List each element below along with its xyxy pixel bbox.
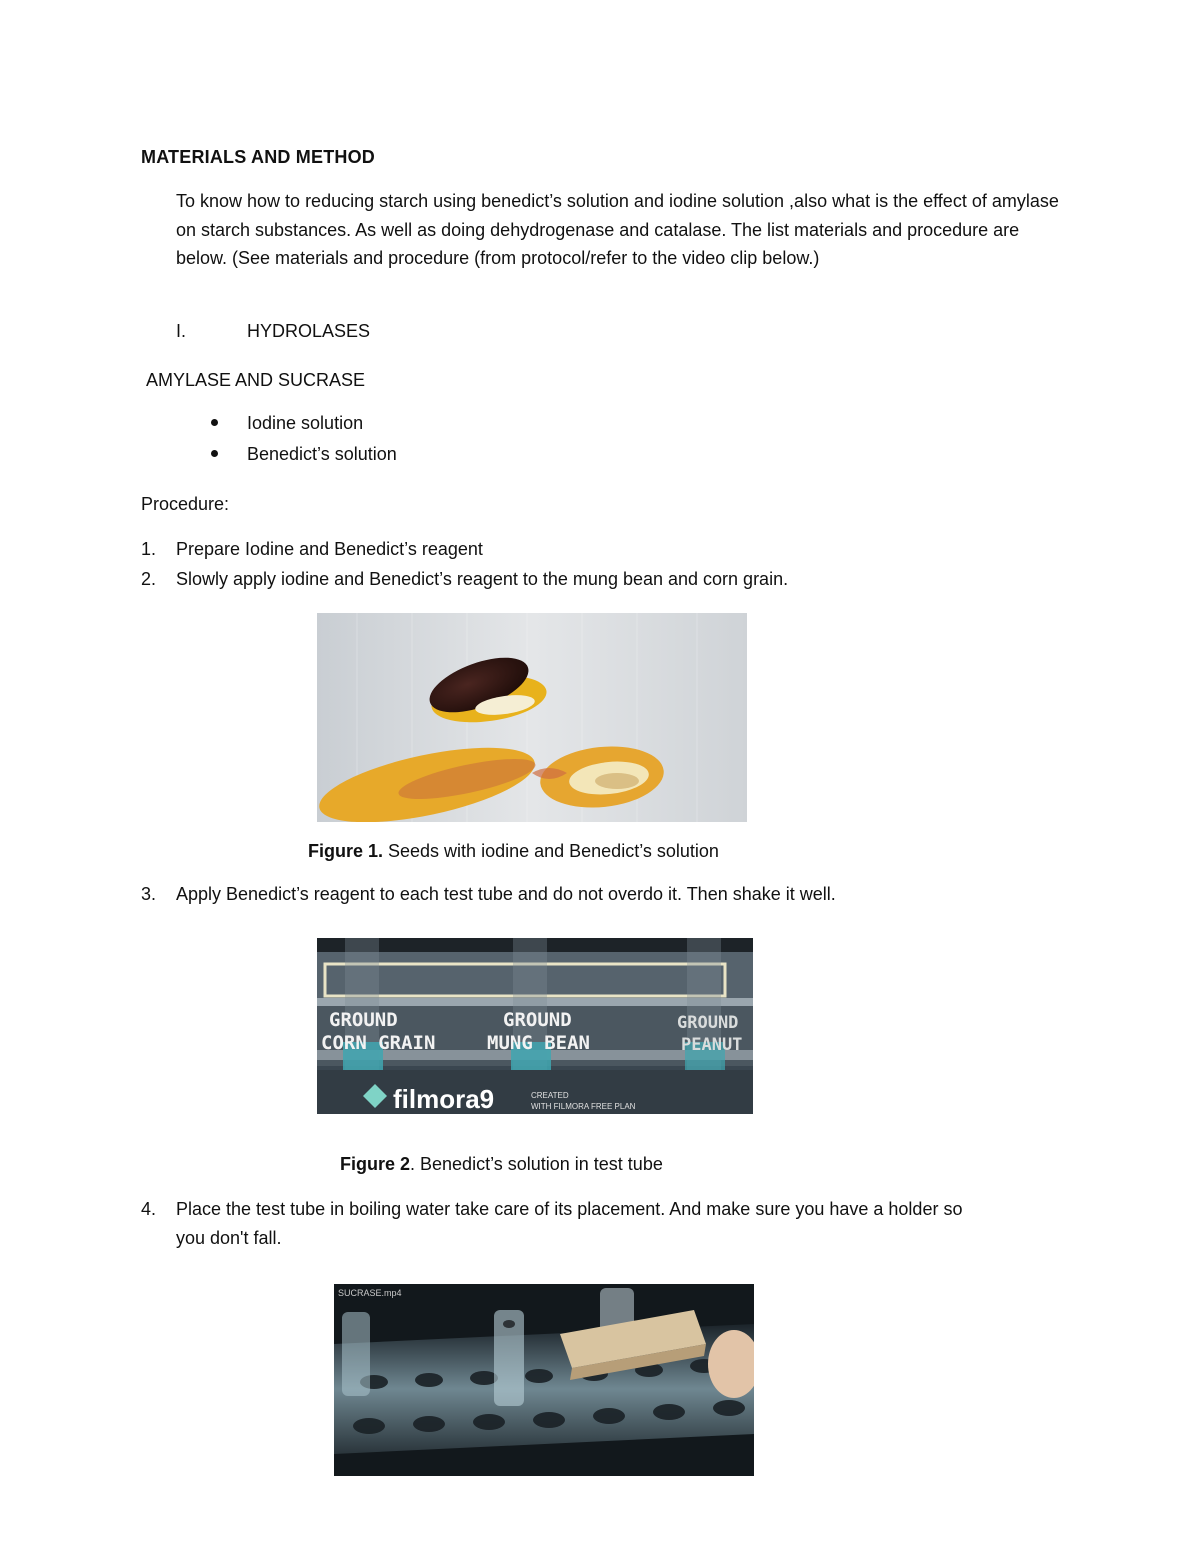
video-file-label: SUCRASE.mp4 <box>338 1288 402 1298</box>
intro-paragraph: To know how to reducing starch using benedict’s solution and iodine solution ,also what is the effect of amylase on starch substances. As well as doing dehydrogenase and catalase. The list materials and procedure are below. (See materials and procedure (from protocol/refer to the video clip below.) <box>176 191 1059 269</box>
label-peanut-line1: GROUND <box>677 1013 739 1033</box>
test-tube-rack-photo <box>334 1284 754 1476</box>
label-mung-line2: MUNG BEAN <box>487 1032 590 1054</box>
step-number: 4. <box>141 1199 157 1219</box>
figure-3-image <box>334 1284 754 1476</box>
label-corn-line1: GROUND <box>329 1009 398 1031</box>
figure-2-text: . Benedict’s solution in test tube <box>410 1154 663 1174</box>
figure-2-caption <box>340 1152 663 1176</box>
figure-1-label: Figure 1. <box>308 841 384 861</box>
label-peanut-line2: PEANUT <box>681 1035 743 1055</box>
step-number: 1. <box>141 539 157 559</box>
step-number: 2. <box>141 569 157 589</box>
figure-1-text: Seeds with iodine and Benedict’s solution <box>383 841 719 861</box>
list-item: Iodine solution <box>247 413 364 433</box>
procedure-label: Procedure: <box>141 494 230 514</box>
test-tubes-photo <box>317 938 753 1114</box>
figure-2-image <box>317 938 753 1114</box>
filmora-note-1: CREATED <box>531 1091 569 1100</box>
label-corn-line2: CORN GRAIN <box>321 1032 436 1054</box>
part-numeral: I. <box>176 321 187 341</box>
bullet-icon <box>211 450 218 457</box>
step-text-line1: Place the test tube in boiling water take care of its placement. And make sure you have a holder so <box>176 1199 963 1219</box>
bullet-icon <box>211 419 218 426</box>
step-text: Apply Benedict’s reagent to each test tube and do not overdo it. Then shake it well. <box>176 884 836 904</box>
subsection-title: AMYLASE AND SUCRASE <box>146 370 366 390</box>
part-title: HYDROLASES <box>247 321 371 341</box>
list-item: Benedict’s solution <box>247 444 397 464</box>
filmora-note-2: WITH FILMORA FREE PLAN <box>531 1102 636 1111</box>
step-text-line2: you don't fall. <box>176 1228 282 1248</box>
step-text: Slowly apply iodine and Benedict’s reagent to the mung bean and corn grain. <box>176 569 789 589</box>
figure-1-caption <box>308 839 719 863</box>
filmora-brand: filmora9 <box>393 1084 495 1114</box>
step-number: 3. <box>141 884 157 904</box>
figure-1-image <box>317 613 747 822</box>
figure-2-label: Figure 2 <box>340 1154 411 1174</box>
label-mung-line1: GROUND <box>503 1009 572 1031</box>
step-text: Prepare Iodine and Benedict’s reagent <box>176 539 483 559</box>
section-title: MATERIALS AND METHOD <box>141 147 375 167</box>
seeds-photo <box>317 613 747 822</box>
